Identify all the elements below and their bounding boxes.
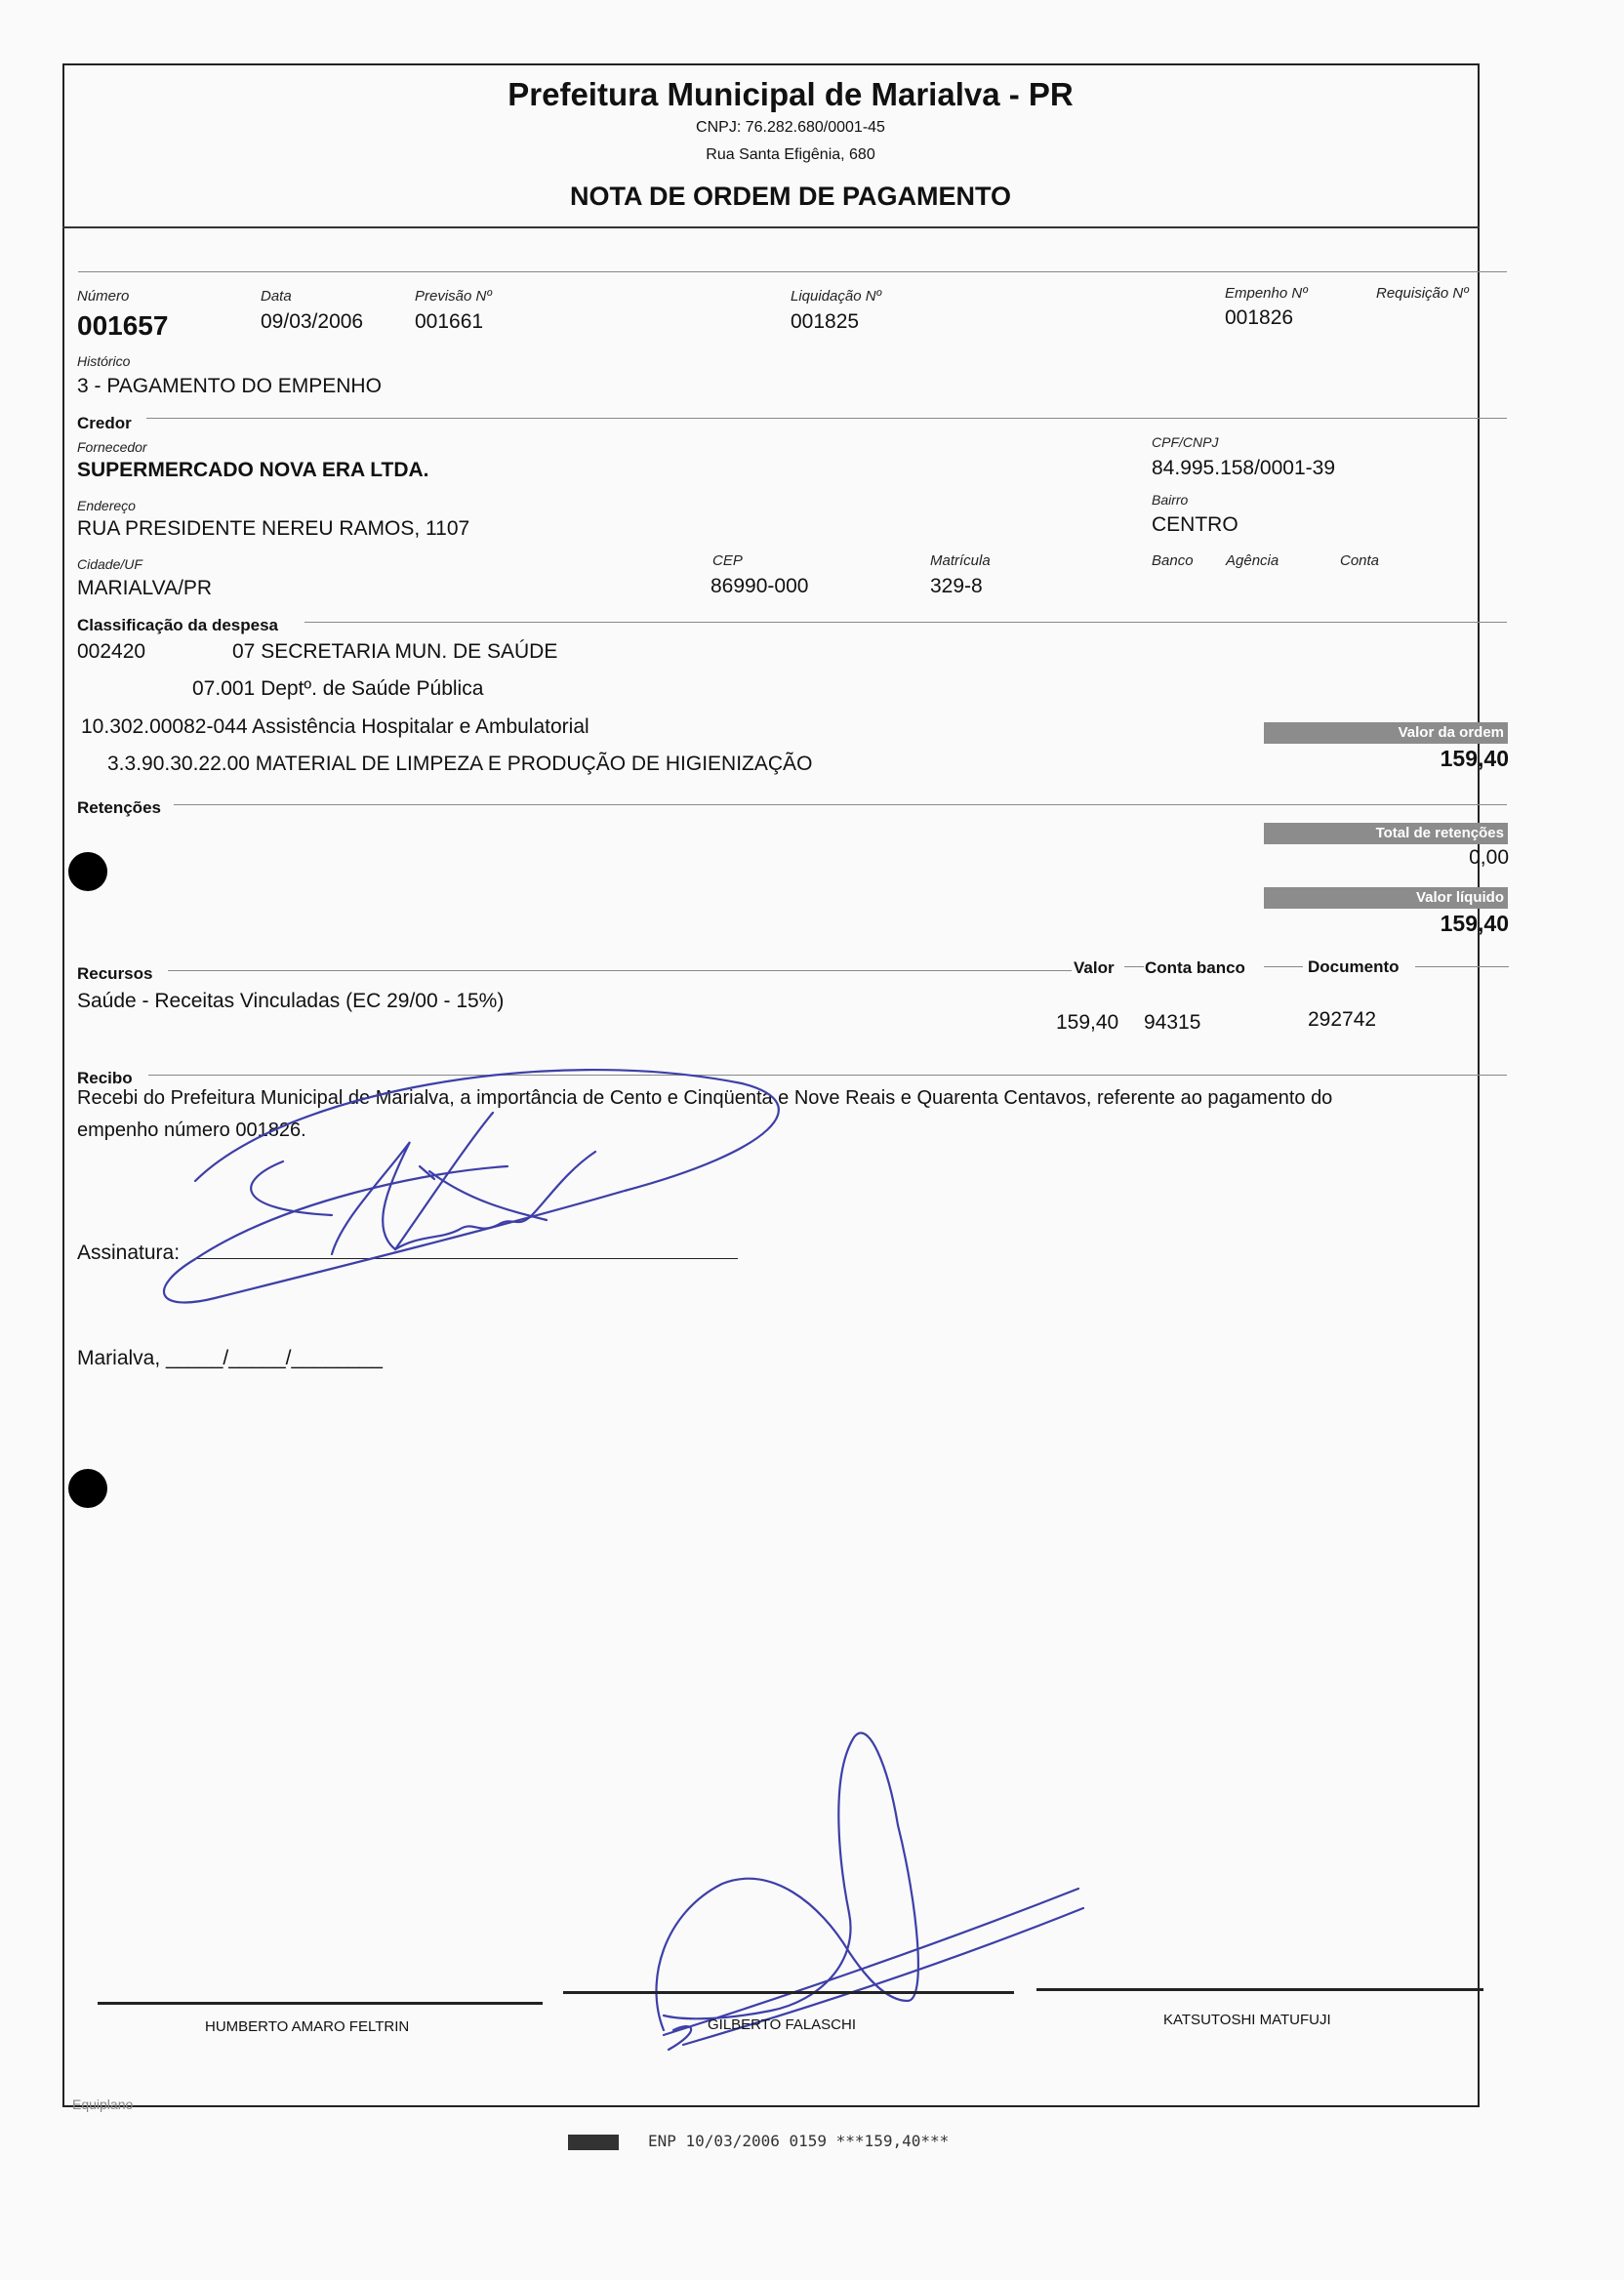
empenho-value: 001826 bbox=[1225, 306, 1294, 329]
historico-value: 3 - PAGAMENTO DO EMPENHO bbox=[77, 375, 382, 397]
total-retencoes-label: Total de retenções bbox=[1264, 823, 1508, 844]
documento-header: Documento bbox=[1308, 957, 1400, 976]
recibo-text-line1: Recebi do Prefeitura Municipal de Marialva, a importância de Cento e Cinqüenta e Nove Reais e Quarenta Centavos, referente ao pagamento do bbox=[77, 1087, 1333, 1109]
banco-label: Banco bbox=[1152, 552, 1194, 569]
recursos-documento: 292742 bbox=[1308, 1008, 1377, 1031]
classificacao-code: 002420 bbox=[77, 640, 146, 663]
assinatura-label: Assinatura: bbox=[77, 1242, 181, 1264]
cidade-value: MARIALVA/PR bbox=[77, 577, 213, 599]
bairro-label: Bairro bbox=[1152, 492, 1189, 508]
conta-label: Conta bbox=[1340, 552, 1380, 569]
total-retencoes-value: 0,00 bbox=[1469, 846, 1509, 869]
classificacao-line1: 07 SECRETARIA MUN. DE SAÚDE bbox=[232, 640, 558, 663]
classificacao-line2: 07.001 Deptº. de Saúde Pública bbox=[192, 677, 484, 700]
matricula-label: Matrícula bbox=[930, 552, 991, 569]
numero-value: 001657 bbox=[77, 310, 169, 341]
punch-hole bbox=[68, 852, 107, 891]
valor-liquido-label: Valor líquido bbox=[1264, 887, 1508, 909]
classificacao-line3: 10.302.00082-044 Assistência Hospitalar e Ambulatorial bbox=[81, 715, 589, 738]
classificacao-title: Classificação da despesa bbox=[77, 616, 279, 634]
empenho-label: Empenho Nº bbox=[1225, 285, 1308, 302]
recursos-conta: 94315 bbox=[1144, 1011, 1201, 1034]
stamp-logo bbox=[568, 2135, 619, 2150]
punch-hole bbox=[68, 1469, 107, 1508]
recibo-text-line2: empenho número 001826. bbox=[77, 1120, 306, 1141]
recursos-rule bbox=[168, 970, 1072, 971]
signature bbox=[137, 1035, 839, 1318]
conta-banco-header: Conta banco bbox=[1145, 958, 1245, 977]
signature-line bbox=[563, 1991, 1014, 1994]
valor-header: Valor bbox=[1074, 958, 1115, 977]
signatory-name: GILBERTO FALASCHI bbox=[708, 2016, 856, 2033]
bairro-value: CENTRO bbox=[1152, 513, 1238, 536]
cep-value: 86990-000 bbox=[710, 575, 809, 597]
cidade-label: Cidade/UF bbox=[77, 556, 142, 572]
classificacao-rule bbox=[304, 622, 1507, 623]
data-label: Data bbox=[261, 288, 292, 305]
valor-ordem-value: 159,40 bbox=[1440, 746, 1509, 771]
brand-footer: Equiplano bbox=[72, 2097, 134, 2112]
signature-line bbox=[98, 2002, 543, 2005]
cep-label: CEP bbox=[712, 552, 743, 569]
org-address: Rua Santa Efigênia, 680 bbox=[706, 146, 875, 163]
recursos-rule bbox=[1264, 966, 1303, 967]
cpf-value: 84.995.158/0001-39 bbox=[1152, 457, 1336, 479]
recursos-title: Recursos bbox=[77, 964, 153, 983]
signature-line bbox=[1036, 1988, 1483, 1991]
requisicao-label: Requisição Nº bbox=[1376, 285, 1469, 302]
local-data: Marialva, _____/_____/________ bbox=[77, 1347, 383, 1369]
previsao-value: 001661 bbox=[415, 310, 484, 333]
top-rule bbox=[78, 271, 1507, 272]
org-title: Prefeitura Municipal de Marialva - PR bbox=[508, 76, 1074, 112]
org-cnpj: CNPJ: 76.282.680/0001-45 bbox=[696, 119, 885, 136]
previsao-label: Previsão Nº bbox=[415, 288, 492, 305]
recursos-valor: 159,40 bbox=[1056, 1011, 1119, 1034]
retencoes-rule bbox=[174, 804, 1507, 805]
fornecedor-value: SUPERMERCADO NOVA ERA LTDA. bbox=[77, 459, 429, 481]
retencoes-title: Retenções bbox=[77, 798, 161, 817]
classificacao-line4: 3.3.90.30.22.00 MATERIAL DE LIMPEZA E PRODUÇÃO DE HIGIENIZAÇÃO bbox=[107, 753, 813, 775]
agencia-label: Agência bbox=[1226, 552, 1279, 569]
liquidacao-value: 001825 bbox=[791, 310, 860, 333]
cpf-label: CPF/CNPJ bbox=[1152, 434, 1219, 450]
doc-title: NOTA DE ORDEM DE PAGAMENTO bbox=[569, 182, 1011, 211]
valor-ordem-label: Valor da ordem bbox=[1264, 722, 1508, 744]
credor-title: Credor bbox=[77, 414, 132, 432]
recursos-rule bbox=[1415, 966, 1509, 967]
valor-liquido-value: 159,40 bbox=[1440, 911, 1509, 936]
signature bbox=[625, 1708, 1093, 2069]
endereco-label: Endereço bbox=[77, 498, 136, 513]
numero-label: Número bbox=[77, 288, 130, 305]
matricula-value: 329-8 bbox=[930, 575, 983, 597]
recursos-rule bbox=[1124, 966, 1144, 967]
recursos-descricao: Saúde - Receitas Vinculadas (EC 29/00 - 15%) bbox=[77, 990, 505, 1012]
historico-label: Histórico bbox=[77, 353, 131, 369]
payment-stamp: ENP 10/03/2006 0159 ***159,40*** bbox=[648, 2132, 950, 2150]
data-value: 09/03/2006 bbox=[261, 310, 364, 333]
liquidacao-label: Liquidação Nº bbox=[791, 288, 882, 305]
fornecedor-label: Fornecedor bbox=[77, 439, 147, 455]
endereco-value: RUA PRESIDENTE NEREU RAMOS, 1107 bbox=[77, 517, 470, 540]
header-divider bbox=[62, 226, 1480, 228]
signatory-name: HUMBERTO AMARO FELTRIN bbox=[205, 2018, 410, 2035]
signatory-name: KATSUTOSHI MATUFUJI bbox=[1163, 2012, 1331, 2028]
credor-rule bbox=[146, 418, 1507, 419]
recibo-title: Recibo bbox=[77, 1069, 133, 1087]
